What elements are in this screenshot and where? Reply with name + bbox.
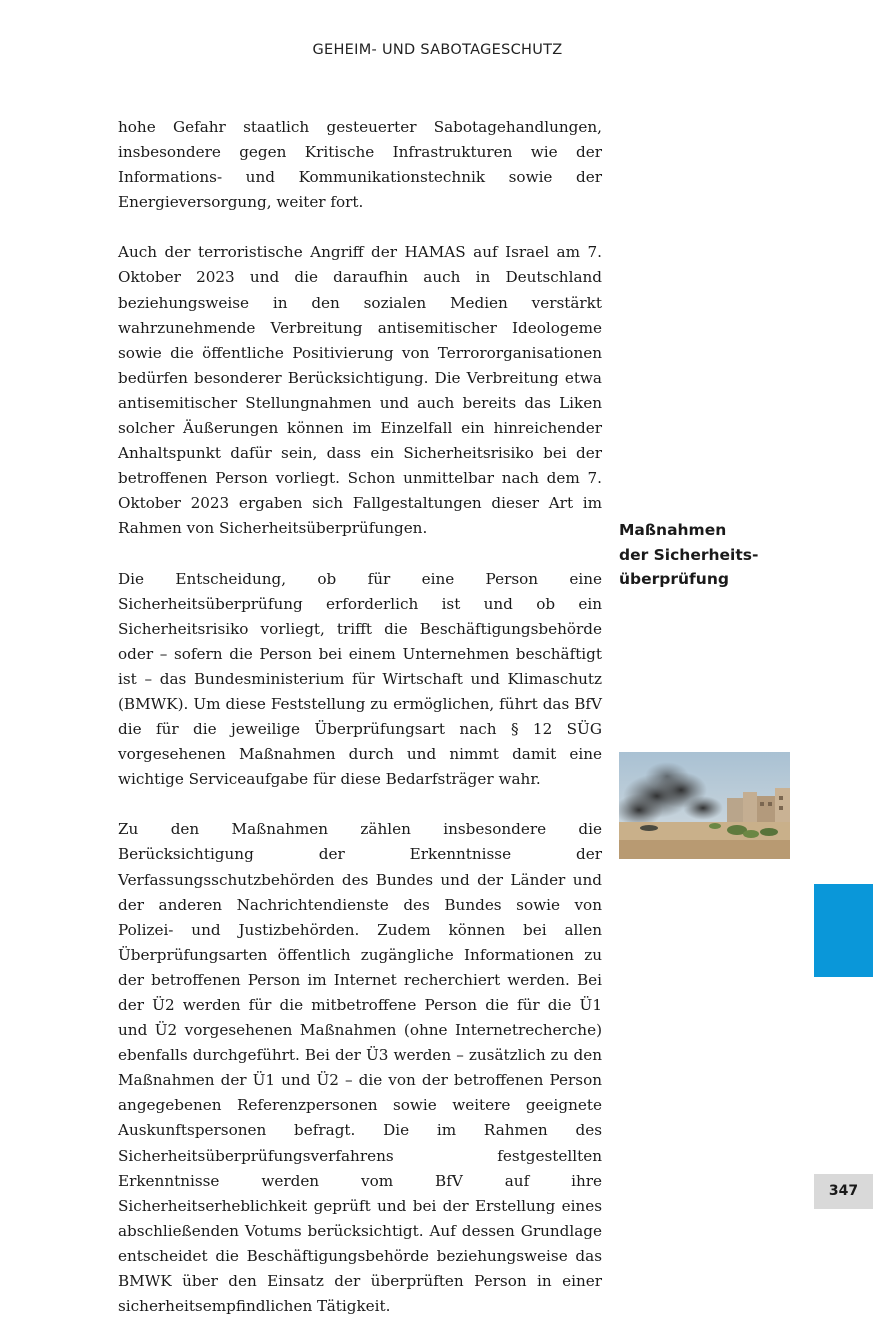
margin-heading-line: überprüfung [619,570,729,588]
paragraph-measures: Zu den Maßnahmen zählen insbesondere die Berücksichtigung der Erkenntnisse der Verfassungsschutzbehörden des Bundes und der Länder und der anderen Nachrichtendienste des Bundes sowie von Polizei- und Justizbehörden. Zudem können bei allen Überprüfungsarten öffentlich zugängliche Informationen zu der betroffenen Person im Internet recherchiert werden. Bei der Ü2 werden für die mitbetroffene Person die für die Ü1 und Ü2 vorgesehenen Maßnahmen (ohne Internetrecherche) ebenfalls durchgeführt. Bei der Ü3 werden – zusätzlich zu den Maßnahmen der Ü1 und Ü2 – die von der betroffenen Person angegebenen Referenzpersonen sowie weitere geeignete Auskunftspersonen befragt. Die im Rahmen des Sicherheitsüberprüfungsverfahrens festgestellten Erkenntnisse werden vom BfV auf ihre Sicherheitserheblichkeit geprüft und bei der Erstellung eines abschließenden Votums berücksichtigt. Auf dessen Grundlage entscheidet die Beschäftigungsbehörde beziehungsweise das BMWK über den Einsatz der überprüften Person in einer sicherheitsempfindlichen Tätigkeit. [118,820,602,1316]
photo-illustration [619,752,790,859]
paragraph-hamas-attack: Auch der terroristische Angriff der HAMAS auf Israel am 7. Oktober 2023 und die daraufhin auch in Deutschland beziehungsweise in den sozialen Medien verstärkt wahrzunehmende Verbreitung antisemitischer Ideologeme sowie die öffentliche Positivierung von Terrororganisationen bedürfen besonderer Berücksichtigung. Die Verbreitung etwa antisemitischer Stellungnahmen und auch bereits das Liken solcher Äußerungen können im Einzelfall ein hinreichender Anhaltspunkt dafür sein, dass ein Sicherheitsrisiko bei der betroffenen Person vorliegt. Schon unmittelbar nach dem 7. Oktober 2023 ergaben sich Fallgestaltungen dieser Art im Rahmen von Sicherheitsüberprüfungen. [118,243,602,538]
page-number: 347 [814,1174,873,1209]
margin-heading-line: Maßnahmen [619,521,727,539]
main-text-column [118,115,602,1344]
chapter-tab-marker [814,884,873,977]
photo-smoke-over-town [619,752,790,859]
paragraph-decision-authority: Die Entscheidung, ob für eine Person eine Sicherheitsüberprüfung erforderlich ist und ob ein Sicherheitsrisiko vorliegt, trifft die Beschäftigungsbehörde oder – sofern die Person bei einem Unternehmen beschäftigt ist – das Bundesministerium für Wirtschaft und Klimaschutz (BMWK). Um diese Feststellung zu ermöglichen, führt das BfV die für die jeweilige Überprüfungsart nach § 12 SÜG vorgesehenen Maßnahmen durch und nimmt damit eine wichtige Serviceaufgabe für diese Bedarfsträger wahr. [118,569,602,789]
paragraph-sabotage-risk: hohe Gefahr staatlich gesteuerter Sabotagehandlungen, insbesondere gegen Kritische Infrastrukturen wie der Informations- und Kommunikationstechnik sowie der Energieversorgung, weiter fort. [118,118,602,212]
margin-heading-line: der Sicherheits- [619,545,759,564]
running-header: GEHEIM- UND SABOTAGESCHUTZ [312,42,563,58]
margin-heading [619,518,809,592]
